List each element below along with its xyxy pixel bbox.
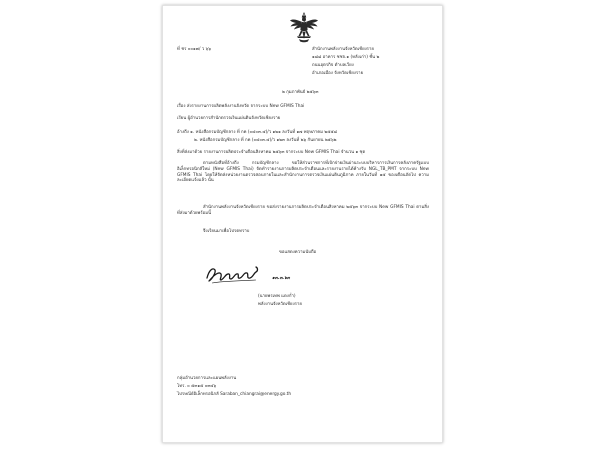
sender-address-line-1: สำนักงานพลังงานจังหวัดเชียงราย — [312, 47, 374, 52]
body-paragraph-2: สำนักงานพลังงานจังหวัดเชียงราย ขอส่งรายงานการผลิตประจำเดือนสิงหาคม ๒๕๖๓ จากระบบ New GFMIS Thai ตามสิ่งที่ส่งมาด้วยพร้อมนี้ — [177, 205, 429, 216]
footer-email: ไปรษณีย์อิเล็กทรอนิกส์ Saraban_chiangrai@energy.go.th — [177, 392, 292, 397]
footer-phone: โทร. ๐ ๕๓๑๕ ๐๓๔๖ — [177, 384, 217, 389]
sender-address-line-4: อำเภอเมือง จังหวัดเชียงราย — [312, 71, 364, 76]
sender-address-line-2: ๑๘๘ อาคาร ชชจ.๑ (หลังเก่า) ชั้น ๒ — [312, 55, 380, 60]
letter-salutation: เรียน ผู้อำนวยการสำนักตรวจเงินแผ่นดินจังหวัดเชียงราย — [177, 116, 281, 121]
reference-item-2: ๒. หนังสือกรมบัญชีกลาง ที่ กค (๐๔๐๓.๔)/ว ๑๒๓ ลงวันที่ ๒๖ กันยายน ๒๕๖๒ — [194, 138, 337, 143]
signer-name: (นายพรเทพ แดงก่ำ) — [258, 294, 296, 299]
closing-request: จึงเรียนมาเพื่อโปรดทราบ — [203, 229, 250, 234]
letter-page — [162, 5, 443, 443]
handwritten-signature — [204, 264, 268, 286]
signature-date: ๑๓.๓.๖๓ — [272, 276, 290, 281]
garuda-emblem-icon — [289, 12, 319, 44]
signer-title: พลังงานจังหวัดเชียงราย — [258, 302, 302, 307]
sender-address-line-3: ถนนอุตรกิจ ตำบลเวียง — [312, 63, 354, 68]
reference-item-1: อ้างถึง ๑. หนังสือกรมบัญชีกลาง ที่ กค (๐๔๐๓.๔)/ว ๑๒๑ ลงวันที่ ๑๗ พฤษภาคม ๒๕๕๘ — [177, 130, 338, 135]
body-paragraph-1: ตามหนังสือที่อ้างถึง กรมบัญชีกลาง ขอให้ส่วนราชการที่เบิกจ่ายเงินผ่านระบบบริหารการเงินการคลังภาครัฐแบบอิเล็กทรอนิกส์ใหม่ (New GFMIS Thai) จัดทำรายงานการผลิตประจำเดือนและรายงานรายได้ค้างรับ NGL_TB_PMT จากระบบ New GFMIS Thai โดยให้จัดส่งหน่วยงานตรวจสอบภายในและสำนักงานการตรวจเงินแผ่นดินภูมิภาค ภายในวันที่ ๑๕ ของเดือนถัดไป ความละเอียดแจ้งแล้ว นั้น — [177, 161, 429, 184]
reference-number: ที่ ชร ๐๐๑๗/ ว ๖๖ — [177, 47, 212, 52]
closing-phrase: ขอแสดงความนับถือ — [279, 250, 317, 255]
letter-date: ๒ กุมภาพันธ์ ๒๕๖๓ — [282, 90, 319, 95]
letter-subject: เรื่อง ส่งรายงานการผลิตพลังงานจังหวัด จากระบบ New GFMIS Thai — [177, 104, 305, 109]
enclosure-line: สิ่งที่ส่งมาด้วย รายงานการผลิตประจำเดือนสิงหาคม ๒๕๖๓ จากระบบ New GFMIS Thai จำนวน ๑ ชุด — [177, 150, 366, 155]
footer-department: กลุ่มอำนวยการและแผนพลังงาน — [177, 376, 237, 381]
